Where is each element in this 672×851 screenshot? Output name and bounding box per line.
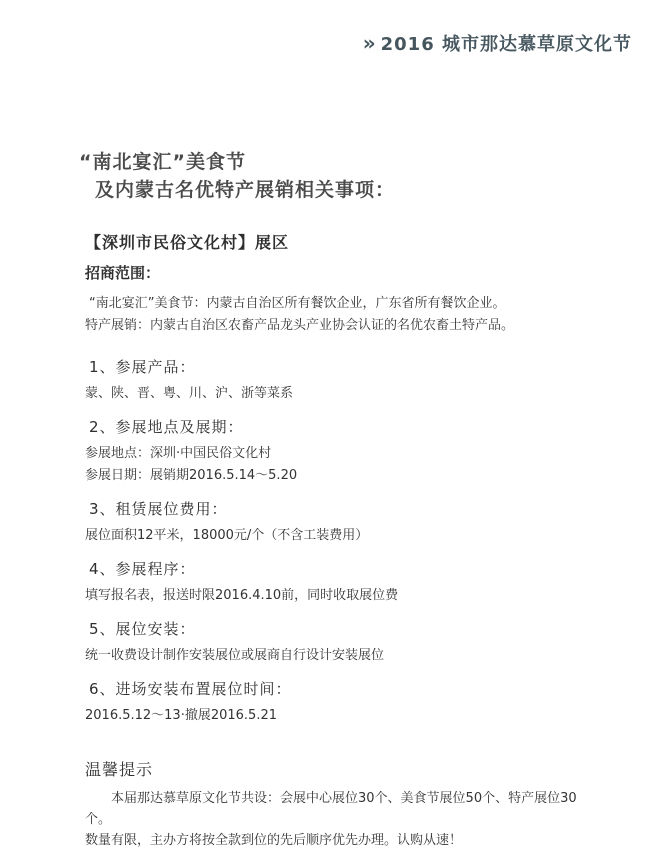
- tips-line: 数量有限，主办方将按全款到位的先后顺序优先办理。认购从速！: [85, 833, 463, 848]
- list-item: [85, 499, 597, 547]
- item-heading: 1、参展产品：: [89, 358, 196, 376]
- page-title-line-2: 及内蒙古名优特产展销相关事项：: [95, 179, 396, 201]
- item-line: 展位面积12平米，18000元/个（不含工装费用）: [85, 528, 369, 543]
- list-item: [85, 357, 597, 405]
- item-heading: 4、参展程序：: [89, 560, 196, 578]
- item-heading: 6、进场安装布置展位时间：: [89, 680, 292, 698]
- item-heading: 3、租赁展位费用：: [89, 500, 228, 518]
- page-title-line-1: “南北宴汇”美食节: [79, 151, 246, 173]
- scope-paragraph: [85, 293, 597, 337]
- item-heading: 5、展位安装：: [89, 620, 196, 638]
- page-title: [79, 148, 597, 204]
- double-chevron-icon: »: [362, 31, 377, 55]
- event-header-text: 2016 城市那达慕草原文化节: [380, 34, 632, 55]
- scope-line: 特产展销：内蒙古自治区农畜产品龙头产业协会认证的名优农畜土特产品。: [85, 318, 515, 333]
- list-item: [85, 417, 597, 487]
- scope-heading: 招商范围：: [85, 264, 161, 282]
- tips-section: [85, 757, 597, 851]
- list-item: [85, 559, 597, 607]
- document-body: [79, 148, 597, 851]
- item-line: 参展日期：展销期2016.5.14～5.20: [85, 468, 298, 483]
- item-heading: 2、参展地点及展期：: [89, 418, 244, 436]
- item-line: 蒙、陕、晋、粤、川、沪、浙等菜系: [85, 386, 294, 401]
- exhibition-zone-heading: 【深圳市民俗文化村】展区: [85, 233, 290, 252]
- tips-line: 本届那达慕草原文化节共设：会展中心展位30个、美食节展位50个、特产展位30个。: [85, 791, 577, 827]
- numbered-items-list: [85, 357, 597, 727]
- list-item: [85, 679, 597, 727]
- list-item: [85, 619, 597, 667]
- item-line: 参展地点：深圳·中国民俗文化村: [85, 446, 272, 461]
- tips-heading: 温馨提示: [85, 760, 154, 779]
- event-header: [363, 30, 632, 56]
- scope-line: “南北宴汇”美食节：内蒙古自治区所有餐饮企业，广东省所有餐饮企业。: [89, 296, 506, 311]
- item-line: 2016.5.12～13·撤展2016.5.21: [85, 708, 277, 723]
- item-line: 统一收费设计制作安装展位或展商自行设计安装展位: [85, 648, 385, 663]
- item-line: 填写报名表，报送时限2016.4.10前，同时收取展位费: [85, 588, 399, 603]
